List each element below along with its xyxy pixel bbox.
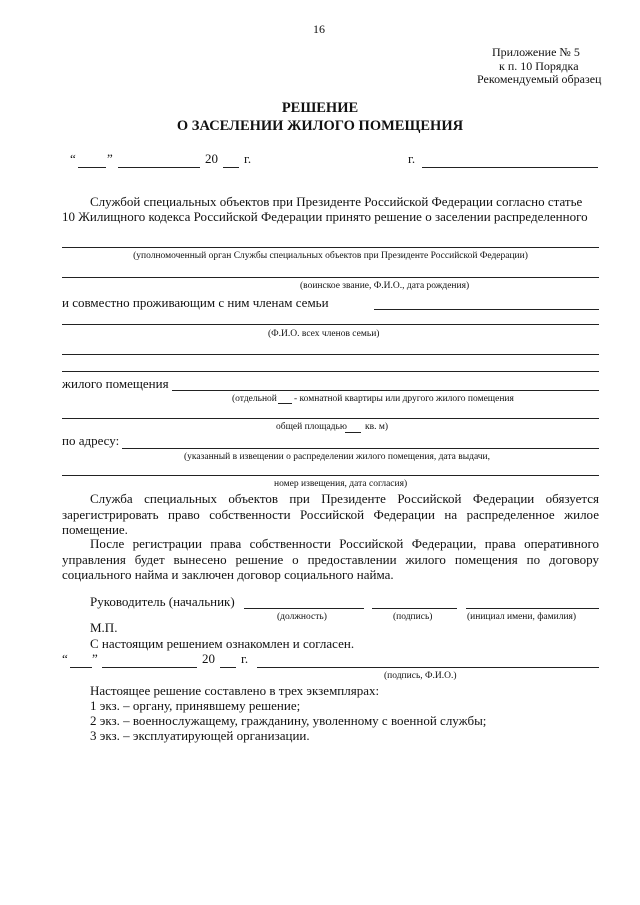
day-field[interactable] xyxy=(78,167,106,168)
family-living-field[interactable] xyxy=(374,309,599,310)
caption-initials: (инициал имени, фамилия) xyxy=(467,612,577,622)
signature-field[interactable] xyxy=(372,608,457,609)
date2-quote-open: “ xyxy=(62,651,68,666)
head-label: Руководитель (начальник) xyxy=(90,594,235,609)
city-field[interactable] xyxy=(422,167,598,168)
obligation-paragraph: Служба специальных объектов при Президенте Российской Федерации обязуется зарегистрировать право собственности Российской Федерации на распределенное жилое помещение. xyxy=(62,491,599,537)
city-prefix: г. xyxy=(408,151,416,166)
address-field[interactable] xyxy=(122,448,599,449)
document-title: РЕШЕНИЕ xyxy=(281,100,359,116)
date-quote-close: ” xyxy=(107,151,113,166)
caption-authorized-body: (уполномоченный орган Службы специальных объектов при Президенте Российской Федерации) xyxy=(133,251,528,261)
caption-flat-type-end: - комнатной квартиры или другого жилого помещения xyxy=(294,394,514,404)
year-field[interactable] xyxy=(223,167,239,168)
caption-signature-fio: (подпись, Ф.И.О.) xyxy=(384,671,457,681)
document-subtitle: О ЗАСЕЛЕНИИ ЖИЛОГО ПОМЕЩЕНИЯ xyxy=(176,118,464,134)
date-quote-open: “ xyxy=(70,151,76,166)
year-prefix: 20 xyxy=(205,151,218,166)
initials-field[interactable] xyxy=(466,608,599,609)
signature-fio-field[interactable] xyxy=(257,667,599,668)
copies-item-3: 3 экз. – эксплуатирующей организации. xyxy=(90,728,310,743)
caption-notice-line-1: (указанный в извещении о распределении жилого помещения, дата выдачи, xyxy=(184,452,491,462)
rooms-count-field[interactable] xyxy=(278,403,292,404)
family-members-field[interactable] xyxy=(62,324,599,325)
position-field[interactable] xyxy=(244,608,364,609)
caption-area-end: кв. м) xyxy=(365,422,389,432)
family-living-label: и совместно проживающим с ним членам семьи xyxy=(62,295,329,310)
copies-item-2: 2 экз. – военнослужащему, гражданину, уволенному с военной службы; xyxy=(90,713,487,728)
area-field[interactable] xyxy=(345,432,361,433)
intro-line-1: Службой специальных объектов при Президенте Российской Федерации согласно статье xyxy=(90,194,583,209)
month-field[interactable] xyxy=(118,167,200,168)
caption-notice-line-2: номер извещения, дата согласия) xyxy=(274,479,408,489)
year-prefix-2: 20 xyxy=(202,651,215,666)
address-field-2[interactable] xyxy=(62,475,599,476)
address-label: по адресу: xyxy=(62,433,120,448)
day-field-2[interactable] xyxy=(70,667,92,668)
registration-paragraph: После регистрации права собственности Российской Федерации, права оперативного управления будет вынесено решение о предоставлении жилого помещения по договору социального найма и заключен договор социального найма. xyxy=(62,536,599,582)
intro-line-2: 10 Жилищного кодекса Российской Федерации принято решение о заселении распределенного xyxy=(62,209,588,224)
year-suffix: г. xyxy=(244,151,252,166)
appendix-line-2: к п. 10 Порядка xyxy=(499,59,579,73)
premises-field[interactable] xyxy=(172,390,599,391)
year-suffix-2: г. xyxy=(241,651,249,666)
premises-field-2[interactable] xyxy=(62,418,599,419)
caption-rank-name: (воинское звание, Ф.И.О., дата рождения) xyxy=(300,281,470,291)
caption-area-start: общей площадью xyxy=(276,422,347,432)
caption-position: (должность) xyxy=(277,612,327,622)
authorized-body-field[interactable] xyxy=(62,247,599,248)
page-number: 16 xyxy=(313,22,325,36)
family-members-field-3[interactable] xyxy=(62,371,599,372)
stamp-label: М.П. xyxy=(90,620,118,635)
caption-signature: (подпись) xyxy=(393,612,433,622)
rank-name-field[interactable] xyxy=(62,277,599,278)
appendix-line-3: Рекомендуемый образец xyxy=(477,72,602,86)
copies-intro: Настоящее решение составлено в трех экземплярах: xyxy=(90,683,380,698)
appendix-line-1: Приложение № 5 xyxy=(492,45,580,59)
family-members-field-2[interactable] xyxy=(62,354,599,355)
month-field-2[interactable] xyxy=(102,667,197,668)
acquainted-label: С настоящим решением ознакомлен и согласен. xyxy=(90,636,355,651)
premises-label: жилого помещения xyxy=(62,376,169,391)
caption-family-members: (Ф.И.О. всех членов семьи) xyxy=(268,329,380,339)
date2-quote-close: ” xyxy=(92,651,98,666)
copies-item-1: 1 экз. – органу, принявшему решение; xyxy=(90,698,301,713)
caption-flat-type-start: (отдельной xyxy=(232,394,277,404)
year-field-2[interactable] xyxy=(220,667,236,668)
